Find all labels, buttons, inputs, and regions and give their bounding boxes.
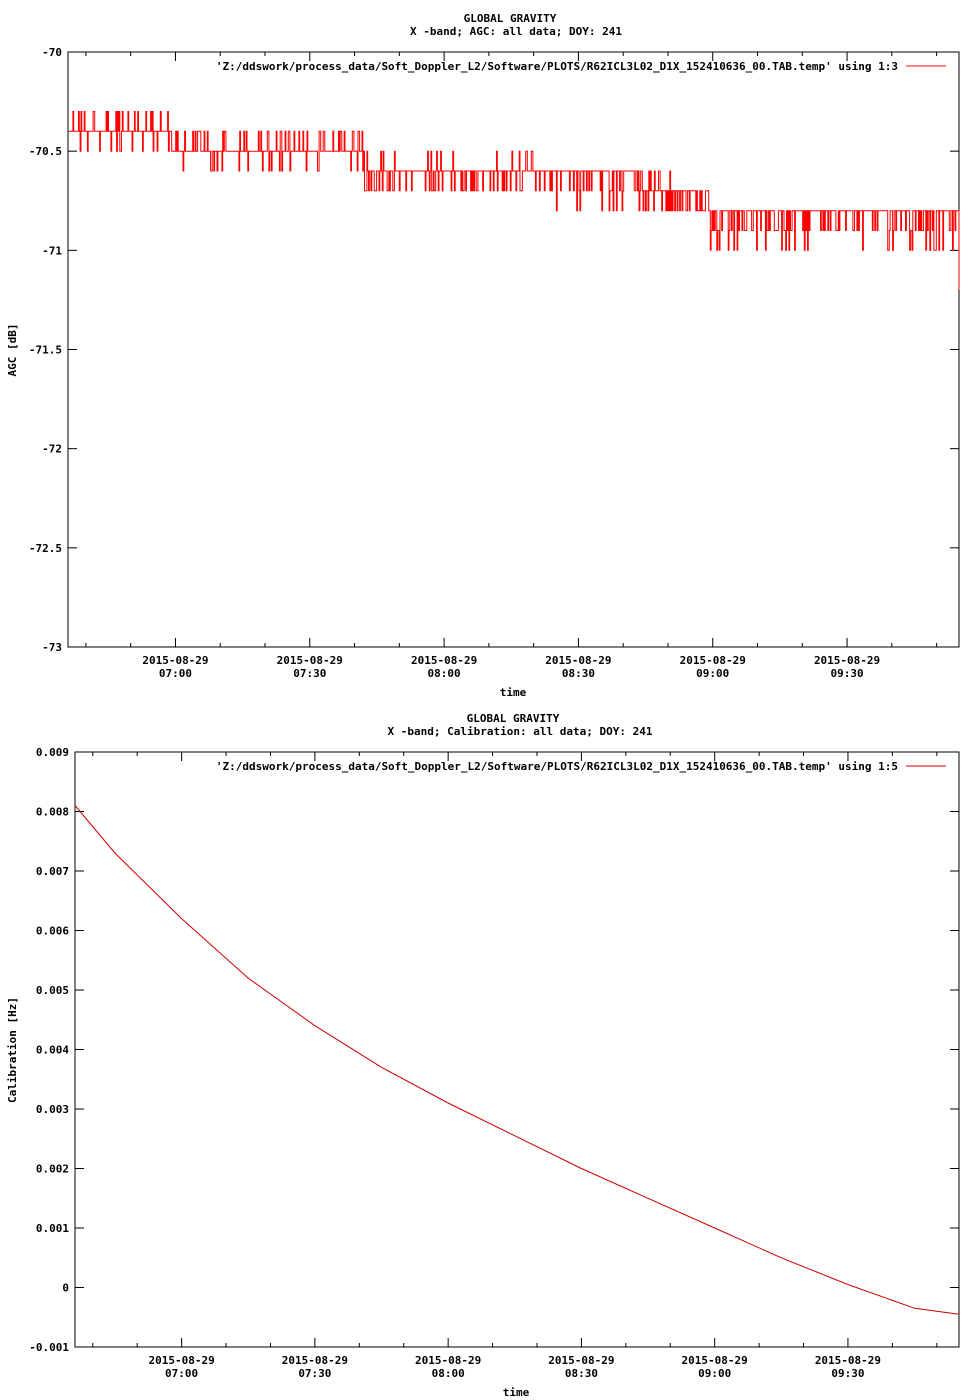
- calibration-chart: [0, 700, 980, 1400]
- x-tick-date: 2015-08-29: [148, 1354, 215, 1367]
- x-tick-date: 2015-08-29: [814, 1354, 882, 1367]
- x-axis: [93, 752, 937, 1380]
- legend: [216, 60, 946, 73]
- y-tick-label: 0.004: [35, 1043, 69, 1057]
- x-tick-date: 2015-08-29: [281, 1354, 348, 1367]
- plot-frame: [68, 52, 959, 647]
- legend-label: 'Z:/ddswork/process_data/Soft_Doppler_L2/Software/PLOTS/R62ICL3L02_D1X_152410636_00.TAB.temp' using 1:3: [215, 60, 898, 73]
- legend: [216, 760, 946, 773]
- y-tick-label: 0: [62, 1281, 69, 1295]
- chart-subtitle: X -band; AGC: all data; DOY: 241: [410, 25, 622, 38]
- x-tick-date: 2015-08-29: [681, 1354, 748, 1367]
- x-tick-time: 09:00: [696, 667, 730, 680]
- x-tick-date: 2015-08-29: [679, 654, 746, 667]
- x-tick-date: 2015-08-29: [813, 654, 881, 667]
- y-tick-label: 0.009: [35, 746, 69, 759]
- series-line: [68, 112, 959, 291]
- series-agc: [68, 112, 959, 291]
- x-axis: [86, 52, 937, 680]
- y-axis-label: Calibration [Hz]: [6, 997, 19, 1103]
- y-tick-label: -71: [42, 244, 62, 258]
- x-tick-time: 08:00: [431, 1367, 465, 1380]
- y-tick-label: -73: [42, 641, 62, 654]
- y-tick-label: 0.005: [35, 984, 69, 997]
- chart-subtitle: X -band; Calibration: all data; DOY: 241: [387, 725, 653, 738]
- x-axis-label: time: [499, 686, 527, 699]
- x-tick-date: 2015-08-29: [545, 654, 612, 667]
- plot-frame: [75, 752, 959, 1347]
- x-tick-time: 09:00: [698, 1367, 732, 1380]
- chart-title: GLOBAL GRAVITY: [466, 712, 560, 725]
- y-tick-label: 0.002: [35, 1162, 69, 1176]
- y-tick-label: 0.001: [35, 1222, 69, 1235]
- y-tick-label: -0.001: [29, 1341, 69, 1354]
- x-tick-time: 09:30: [830, 667, 864, 680]
- x-axis-label: time: [502, 1386, 530, 1399]
- y-axis-label: AGC [dB]: [6, 323, 19, 377]
- y-tick-label: 0.008: [35, 805, 69, 819]
- y-tick-label: -70.5: [28, 145, 62, 159]
- series-calibration: [75, 806, 959, 1315]
- x-tick-date: 2015-08-29: [142, 654, 209, 667]
- series-line: [75, 806, 959, 1315]
- y-tick-label: -72: [42, 442, 62, 456]
- x-tick-date: 2015-08-29: [410, 654, 478, 667]
- legend-label: 'Z:/ddswork/process_data/Soft_Doppler_L2/Software/PLOTS/R62ICL3L02_D1X_152410636_00.TAB.temp' using 1:5: [215, 760, 898, 773]
- y-tick-label: 0.007: [35, 865, 69, 878]
- y-tick-label: -70: [42, 46, 62, 59]
- y-tick-label: 0.003: [35, 1103, 69, 1116]
- x-tick-time: 08:00: [427, 667, 461, 680]
- x-tick-date: 2015-08-29: [276, 654, 343, 667]
- chart-title: GLOBAL GRAVITY: [463, 12, 557, 25]
- x-tick-time: 07:30: [298, 1367, 332, 1380]
- x-tick-time: 07:00: [158, 667, 193, 680]
- y-tick-label: -71.5: [28, 343, 62, 357]
- x-tick-time: 08:30: [561, 667, 595, 680]
- y-tick-label: -72.5: [28, 541, 62, 555]
- x-tick-time: 07:30: [293, 667, 327, 680]
- x-tick-time: 08:30: [564, 1367, 598, 1380]
- x-tick-date: 2015-08-29: [548, 1354, 615, 1367]
- x-tick-date: 2015-08-29: [415, 1354, 482, 1367]
- y-tick-label: 0.006: [35, 924, 69, 938]
- y-axis: [29, 746, 959, 1354]
- x-tick-time: 07:00: [165, 1367, 199, 1380]
- x-tick-time: 09:30: [831, 1367, 865, 1380]
